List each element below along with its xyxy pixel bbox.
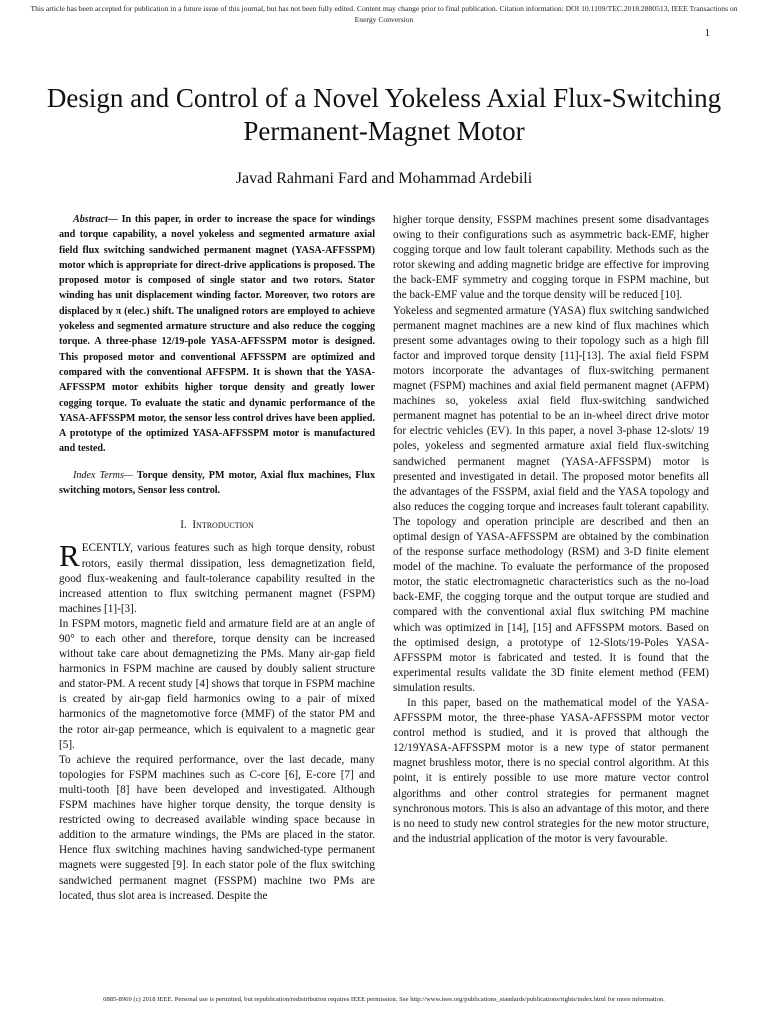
intro-paragraph-6: In this paper, based on the mathematical model of the YASA-AFFSSPM motor, the three-phase YASA-AFFSSPM motor vector control method is studied, and it is proved that although the 12/19YASA-AFFSSPM motor is a new type of stator permanent magnet brushless motor, there is no special control algorithm. At this point, it is entirely possible to use more mature vector control algorithms and other control strategies for permanent magnet synchronous motors. This is also an advantage of this motor, and there is no need to study new control strategies for the new motor structure, and the industrial application of the motor is very favourable. <box>393 697 709 845</box>
section-heading-introduction <box>59 518 375 533</box>
intro-paragraph-3: To achieve the required performance, over the last decade, many topologies for FSPM machines such as C-core [6], E-core [7] and multi-tooth [8] have been developed and investigated. Although FSPM machines have higher torque density, the torque density is restricted owing to decreased available winding space because in addition to the armature windings, the PMs are placed in the stator. Hence flux switching machines having sandwiched-type permanent magnets were suggested [9]. In each stator pole of the flux switching sandwiched permanent magnet (FSSPM) machine two PMs are located, thus slot area is increased. Despite the <box>59 753 375 902</box>
page-number: 1 <box>704 28 710 39</box>
copyright-footer: 0885-8969 (c) 2018 IEEE. Personal use is permitted, but republication/redistribution requires IEEE permission. See http://www.ieee.org/publications_standards/publications/rights/index.html for more information. <box>103 996 665 1003</box>
intro-paragraph-1-text: ECENTLY, various features such as high torque density, robust rotors, easily thermal dissipation, less demagnetization field, good flux-weakening and fault-tolerance capability resulted in the increased attention to flux switching permanent magnet (FSPM) machines [1]-[3]. <box>59 542 375 615</box>
intro-paragraph-5: Yokeless and segmented armature (YASA) flux switching sandwiched permanent magnet machines are a new kind of flux machines which present some advantages owing to their topology such as a high fill factor and improved torque density [11]-[13]. The axial field FSPM motors incorporate the advantages of flux-switching permanent magnet (FSPM) machines and axial field permanent magnet (AFPM) machines so, yokeless axial field flux-switching sandwiched permanent magnet has potential to be an in-wheel direct drive motor for electric vehicles (EV). In this paper, a novel 3-phase 12-slots/ 19 poles, yokeless and segmented armature axial field flux-switching sandwiched permanent magnet (YASA-AFFSSPM) motor is presented and investigated in detail. The proposed motor benefits all the advantages of the FSSPM, axial field and the YASA topology and also reduces the cogging torque and increases fault tolerant capability. The topology and operation principle are described and then an optimal design of YASA-AFFSSPM are obtained by the combination of the response surface methodology (RSM) and 3-D finite element model of the machine. To evaluate the performance of the proposed motor, the static electromagnetic characteristics such as the no-load back-EMF, the cogging torque and the output torque are studied and compared with the conventional axial flux switching PM machine which was optimized in [14], [15] and AFFSSPM motors. Based on the optimised design, a prototype of 12-Slots/19-Poles YASA-AFFSSPM motor is fabricated and tested. It is found that the experimental results validate the 3D finite element method (FEM) simulation results. <box>393 304 709 694</box>
intro-paragraph-4: higher torque density, FSSPM machines present some disadvantages owing to their configurations such as asymmetric back-EMF, higher cogging torque and low fault tolerant capability. Methods such as the rotor skewing and adding magnetic bridge are effective for improving the back-EMF symmetry and cogging torque in FSPM machine, but the back-EMF value and the torque density will be reduced [10]. <box>393 214 709 302</box>
left-column <box>59 212 375 904</box>
section-title: Introduction <box>192 519 254 532</box>
journal-banner: This article has been accepted for publication in a future issue of this journal, but has not been fully edited. Content may change prior to final publication. Citation information: DOI 10.1109/TEC.2018.2880513, IEEE Transactions on Energy Conversion <box>30 4 738 24</box>
intro-paragraph-1 <box>59 538 375 616</box>
intro-paragraph-2: In FSPM motors, magnetic field and armature field are at an angle of 90° to each other and therefore, torque density can be increased without take care about demagnetizing the PMs. Many air-gap field harmonics in FSPM machine are caused by doubly salient structure and stator-PM. A recent study [4] shows that torque in FSPM machine is created by air-gap field harmonics owing to a pair of mixed harmonics of the magnetomotive force (MMF) of the stator PM and the rotor air-gap permeance, which is equivalent to a magnetic gear [5]. <box>59 617 375 751</box>
index-terms-text: Torque density, PM motor, Axial flux machines, Flux switching motors, Sensor less control. <box>59 469 375 497</box>
abstract <box>59 212 375 457</box>
index-terms-label: Index Terms— <box>73 469 133 481</box>
index-terms <box>59 468 375 499</box>
paper-title: Design and Control of a Novel Yokeless Axial Flux-Switching Permanent-Magnet Motor <box>46 83 722 146</box>
drop-cap: R <box>59 538 80 574</box>
right-column <box>393 213 709 847</box>
section-number: I. <box>180 519 187 532</box>
abstract-text: In this paper, in order to increase the space for windings and torque capability, a novel yokeless and segmented armature axial field flux switching sandwiched permanent magnet (YASA-AFFSSPM) motor which is appropriate for direct-drive applications is proposed. The proposed motor is composed of single stator and two rotors. Stator winding has unit displacement winding factor. Moreover, two rotors are displaced by π (elec.) shift. The unaligned rotors are employed to achieve yokeless and segmented armature structure and also reduce the cogging torque. A three-phase 12/19-pole YASA-AFFSSPM motor is designed. This proposed motor and conventional AFFSSPM are optimized and compared with the conventional AFFSPM. It is shown that the YASA-AFFSSPM motor exhibits higher torque density and greatly lower cogging torque. To evaluate the static and dynamic performance of the YASA-AFFSSPM motor, the sensor less control drives have been applied. A prototype of the optimized YASA-AFFSSPM motor is manufactured and tested. <box>59 214 375 455</box>
abstract-label: Abstract— <box>73 214 118 225</box>
paper-authors: Javad Rahmani Fard and Mohammad Ardebili <box>235 170 533 187</box>
